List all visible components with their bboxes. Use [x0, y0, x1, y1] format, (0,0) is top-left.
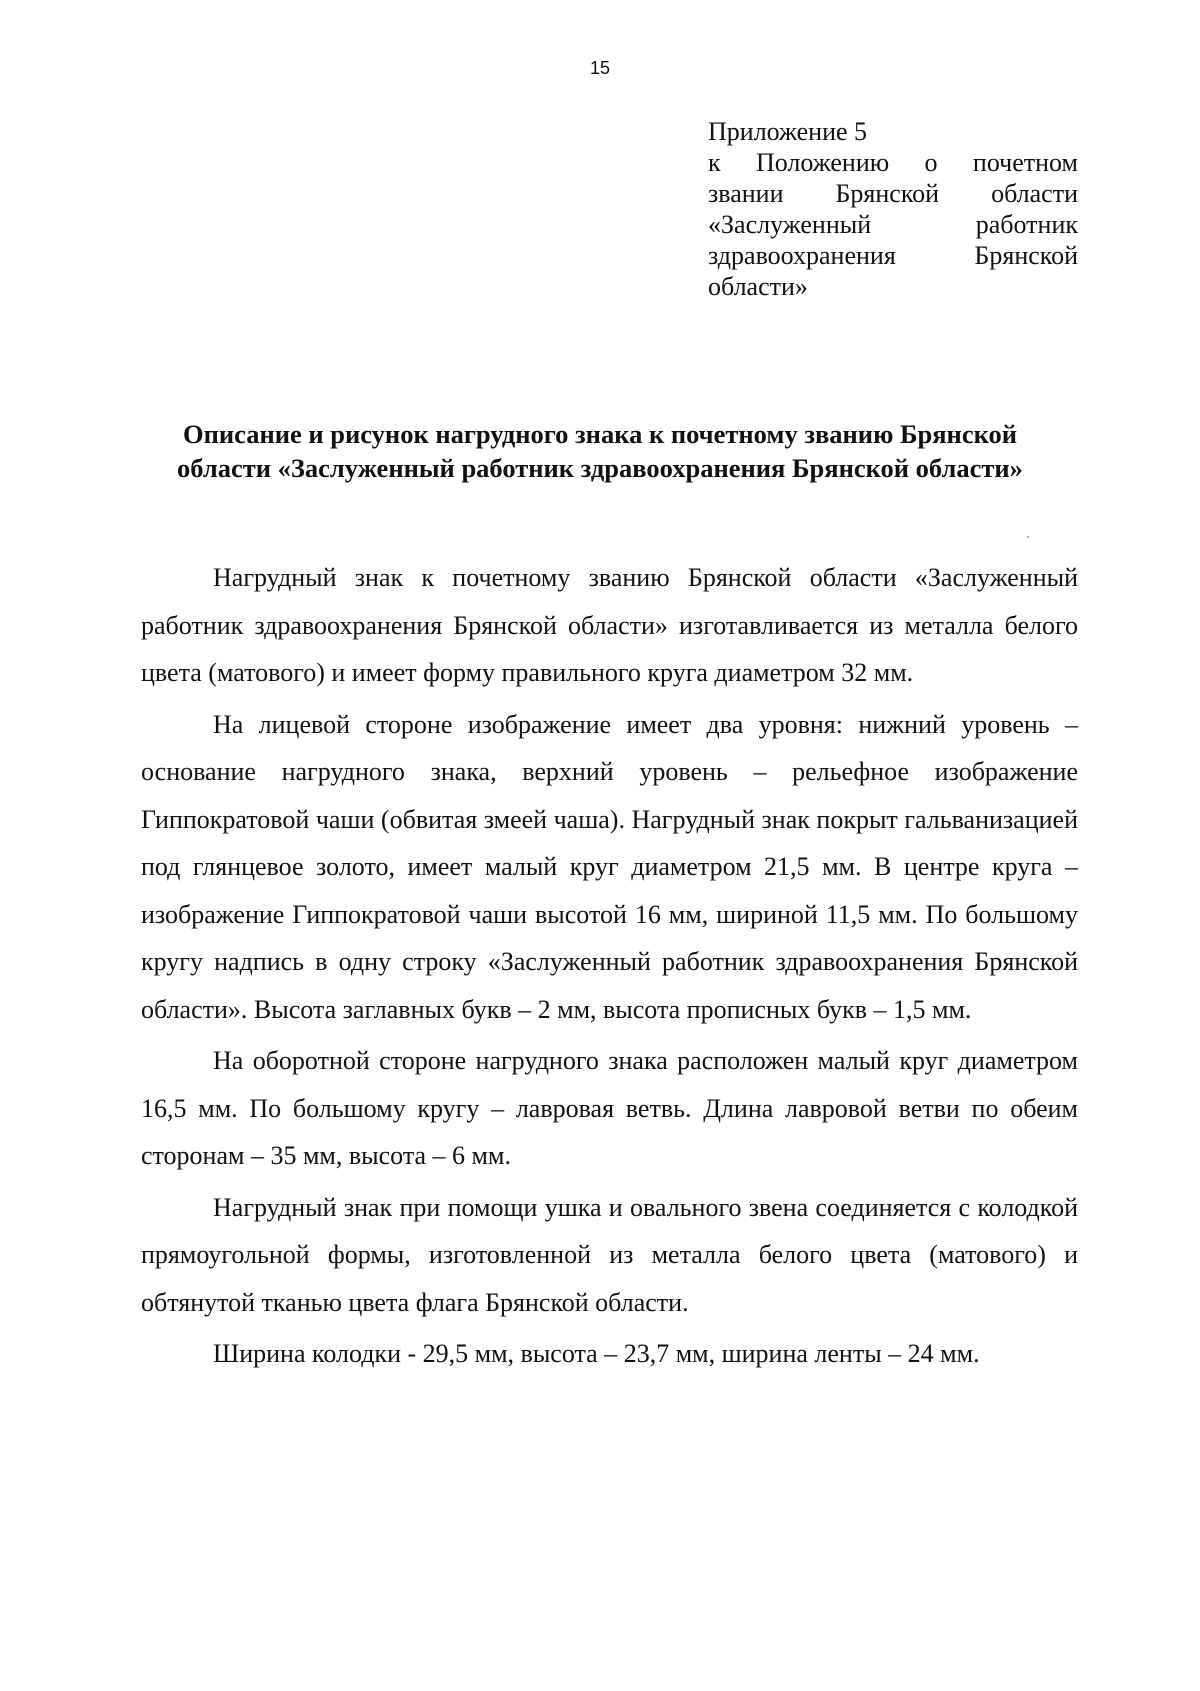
appendix-header [708, 116, 1078, 302]
appendix-line: здравоохранения Брянской [708, 241, 1078, 270]
paragraph-front-side: На лицевой стороне изображение имеет два уровня: нижний уровень – основание нагрудного знака, верхний уровень – рельефное изображение Гиппократовой чаши (обвитая змеей чаша). Нагрудный знак покрыт гальванизацией под глянцевое золото, имеет малый круг диаметром 21,5 мм. В центре круга – изображение Гиппократовой чаши высотой 16 мм, шириной 11,5 мм. По большому кругу надпись в одну строку «Заслуженный работник здравоохранения Брянской области». Высота заглавных букв – 2 мм, высота прописных букв – 1,5 мм. [141, 709, 1078, 1024]
page-number: 15 [589, 58, 611, 78]
scan-speck [1027, 536, 1029, 538]
paragraph-back-side: На оборотной стороне нагрудного знака расположен малый круг диаметром 16,5 мм. По большому кругу – лавровая ветвь. Длина лавровой ветви по обеим сторонам – 35 мм, высота – 6 мм. [141, 1046, 1078, 1170]
paragraph-dimensions: Ширина колодки - 29,5 мм, высота – 23,7 мм, ширина ленты – 24 мм. [213, 1339, 980, 1368]
appendix-line: «Заслуженный работник [708, 210, 1078, 239]
document-body [141, 554, 1078, 1382]
appendix-line: Приложение 5 [708, 117, 868, 146]
paragraph-attachment: Нагрудный знак при помощи ушка и овального звена соединяется с колодкой прямоугольной формы, изготовленной из металла белого цвета (матового) и обтянутой тканью цвета флага Брянской области. [141, 1192, 1078, 1317]
document-title [100, 417, 1100, 485]
paragraph-badge-material: Нагрудный знак к почетному званию Брянской области «Заслуженный работник здравоохранения Брянской области» изготавливается из металла белого цвета (матового) и имеет форму правильного круга диаметром 32 мм. [141, 563, 1078, 687]
appendix-line: к Положению о почетном [708, 148, 1078, 177]
appendix-line: звании Брянской области [708, 179, 1078, 208]
appendix-line: области» [708, 272, 808, 301]
title-line: Описание и рисунок нагрудного знака к почетному званию Брянской [182, 419, 1018, 449]
title-line: области «Заслуженный работник здравоохранения Брянской области» [177, 453, 1023, 483]
